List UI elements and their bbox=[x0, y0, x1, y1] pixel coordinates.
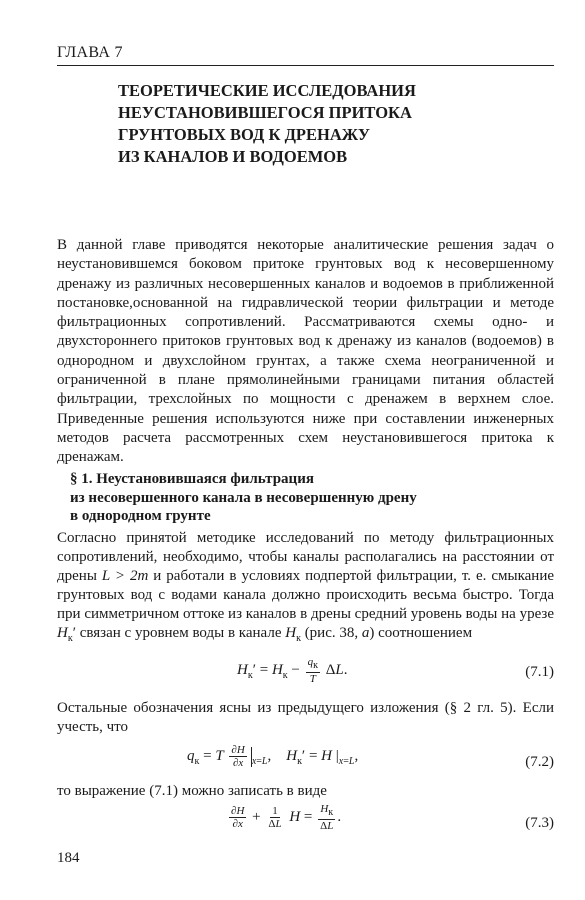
equation-7-2-number: (7.2) bbox=[525, 754, 554, 770]
equation-7-1 bbox=[57, 656, 554, 686]
p2-part-b: и работали в условиях подпертой фильтрации, т. е. смыкание грунтовых вод с водами канала должно происходить весьма быстро. Тогда при симметричном оттоке из каналов в дрены средний уровень воды на урезе bbox=[57, 568, 555, 622]
equation-7-1-body: $H_к' = H_к$ − $\frac{q_к}{T}$ ΔL. bbox=[237, 656, 348, 686]
equation-7-2 bbox=[57, 742, 554, 782]
p2-figure-ref: а bbox=[361, 625, 370, 641]
title-line-2: НЕУСТАНОВИВШЕГОСЯ ПРИТОКА bbox=[118, 103, 412, 122]
title-line-4: ИЗ КАНАЛОВ И ВОДОЕМОВ bbox=[118, 147, 348, 166]
chapter-header: ГЛАВА 7 bbox=[57, 44, 123, 61]
title-line-3: ГРУНТОВЫХ ВОД К ДРЕНАЖУ bbox=[118, 125, 370, 144]
header-rule bbox=[57, 65, 554, 66]
p2-part-a: Согласно принятой методике исследований по методу фильтрационных сопротивлений, необходимо, чтобы каналы располагались на расстоянии от дрены bbox=[57, 530, 554, 584]
equation-7-1-number: (7.1) bbox=[525, 664, 554, 680]
section-heading bbox=[70, 470, 540, 526]
body-paragraph-2: Остальные обозначения ясны из предыдущего изложения (§ 2 гл. 5). Если учесть, что bbox=[57, 700, 554, 736]
section-heading-line-1: § 1. Неустановившаяся фильтрация bbox=[70, 471, 314, 487]
p2-part-d: (рис. 38, bbox=[300, 625, 362, 641]
body-paragraph-1: Согласно принятой методике исследований по методу фильтрационных сопротивлений, необходимо, чтобы каналы располагались на расстоянии от дрены L > 2m и работали в условиях подпертой фильтрации, т. е. смыкание грунтовых вод с водами канала должно происходить весьма быстро. Тогда при симметричном оттоке из каналов в дрены средний уровень воды на урезе $H_к'$ связан с уровнем воды в канале $H_к$ (рис. 38, а) соотношением bbox=[57, 530, 555, 644]
equation-7-3 bbox=[57, 803, 554, 843]
page-number: 184 bbox=[57, 850, 80, 866]
body-paragraph-3: то выражение (7.1) можно записать в виде bbox=[57, 783, 327, 799]
p2-condition: L > 2m bbox=[101, 568, 149, 584]
chapter-title bbox=[118, 80, 538, 168]
p2-part-e: ) соотношением bbox=[369, 625, 473, 641]
p2-part-c: связан с уровнем воды в канале bbox=[75, 625, 286, 641]
title-line-1: ТЕОРЕТИЧЕСКИЕ ИССЛЕДОВАНИЯ bbox=[118, 81, 416, 100]
section-heading-line-3: в однородном грунте bbox=[70, 508, 211, 524]
intro-paragraph: В данной главе приводятся некоторые аналитические решения задач о неустановившемся боковом притоке грунтовых вод к несовершенному дренажу из различных несовершенных каналов и водоемов в приближенной постановке,основанной на гидравлической теории фильтрации и методе фильтрационных сопротивлений. Рассматриваются схемы одно- и двухстороннего притоков грунтовых вод к дренажу из каналов (водоемов) в однородном и двухслойном грунтах, а также схема неограниченной и ограниченной в плане прямолинейными границами питания областей фильтрации, трехслойных по мощности с дренажем в верхнем слое. Приведенные решения используются ниже при составлении инженерных методов расчета рассмотренных схем неустановившегося притока к дренажам. bbox=[57, 237, 554, 466]
equation-7-3-body: $\frac{\partial H}{\partial x}$ + $\frac{1}{\Delta L}$ H = $\frac{H_к}{\Delta L}$ . bbox=[231, 803, 342, 833]
section-heading-line-2: из несовершенного канала в несовершенную дрену bbox=[70, 489, 417, 506]
equation-7-2-body: $q_к = T$ $\frac{\partial H}{\partial x}$ $_{x=L}$, $H_к' = H$ $|_{x=L}$, bbox=[187, 744, 359, 769]
equation-7-3-number: (7.3) bbox=[525, 815, 554, 831]
